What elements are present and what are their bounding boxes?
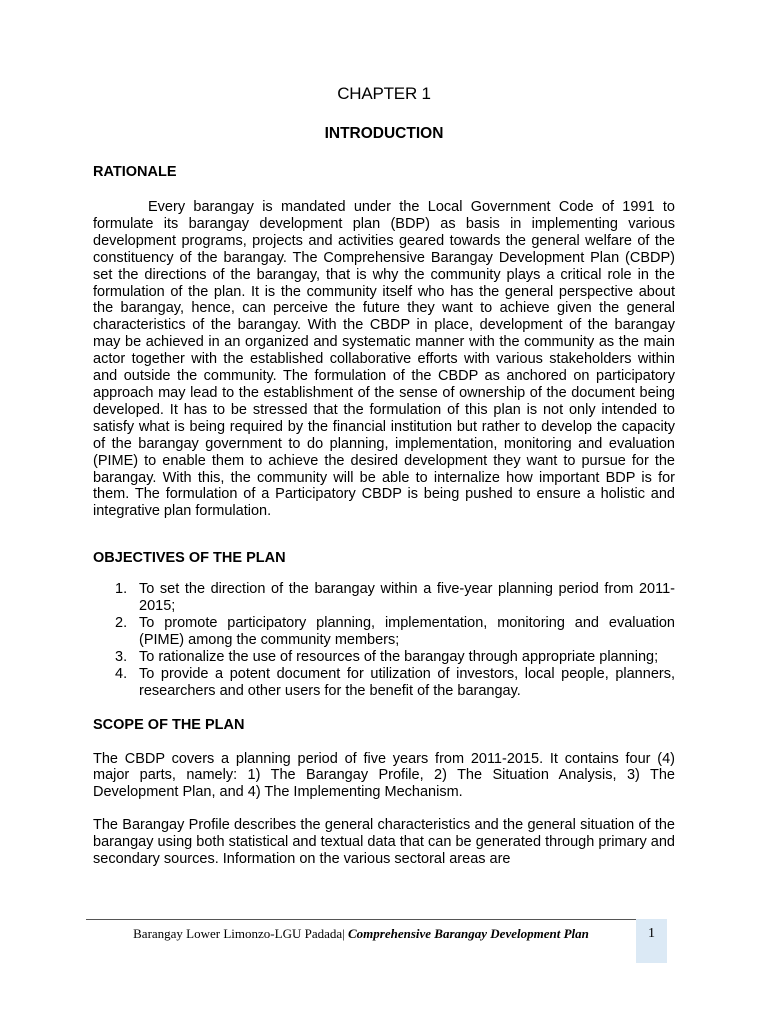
list-item-number: 2. bbox=[115, 615, 128, 632]
list-item bbox=[93, 649, 675, 666]
chapter-label: CHAPTER 1 bbox=[337, 84, 431, 103]
list-item-text: To provide a potent document for utilization of investors, local people, planners, researchers and other users for the benefit of the barangay. bbox=[139, 665, 675, 699]
page-body bbox=[93, 84, 675, 868]
scope-paragraph-1: The CBDP covers a planning period of five years from 2011-2015. It contains four (4) major parts, namely: 1) The Barangay Profile, 2) The Situation Analysis, 3) The Development Plan, and 4) The Implementing Mechanism. bbox=[93, 750, 675, 801]
scope-heading: SCOPE OF THE PLAN bbox=[93, 716, 245, 733]
footer-publisher: Barangay Lower Limonzo-LGU Padada| bbox=[133, 926, 345, 941]
list-item-text: To set the direction of the barangay within a five-year planning period from 2011-2015; bbox=[139, 581, 675, 615]
list-item-text: To promote participatory planning, implementation, monitoring and evaluation (PIME) among the community members; bbox=[139, 615, 675, 648]
footer-divider bbox=[86, 919, 636, 920]
objectives-list bbox=[93, 581, 675, 699]
rationale-heading: RATIONALE bbox=[93, 164, 177, 180]
list-item-number: 3. bbox=[115, 648, 128, 665]
footer-text bbox=[86, 925, 636, 942]
list-item bbox=[93, 666, 675, 700]
objectives-heading: OBJECTIVES OF THE PLAN bbox=[93, 550, 286, 567]
list-item bbox=[93, 615, 675, 649]
page-title: INTRODUCTION bbox=[324, 125, 444, 142]
footer-document-title: Comprehensive Barangay Development Plan bbox=[348, 926, 589, 941]
rationale-paragraph: Every barangay is mandated under the Local Government Code of 1991 to formulate its barangay development plan (BDP) as basis in implementing various development programs, projects and activities geared towards the general welfare of the constituency of the barangay. The Comprehensive Barangay Development Plan (CBDP) set the directions of the barangay, that is why the community plays a critical role in the formulation of the plan. It is the community itself who has the general perspective about the barangay, hence, can perceive the future they want to achieve given the general characteristics of the barangay. With the CBDP in place, development of the barangay may be achieved in an organized and systematic manner with the community as the main actor together with the established collaborative efforts with various stakeholders within and outside the community. The formulation of the CBDP as anchored on participatory approach may lead to the establishment of the sense of ownership of the document being developed. It has to be stressed that the formulation of this plan is not only intended to satisfy what is being required by the financial institution but rather to develop the capacity of the barangay government to do planning, implementation, monitoring and evaluation (PIME) to enable them to achieve the desired development they want to pursue for the barangay. With this, the community will be able to internalize how important BDP is for them. The formulation of a Participatory CBDP is being pushed to ensure a holistic and integrative plan formulation. bbox=[93, 199, 675, 520]
list-item-text: To rationalize the use of resources of the barangay through appropriate planning; bbox=[139, 648, 659, 665]
list-item bbox=[93, 581, 675, 615]
list-item-number: 4. bbox=[115, 665, 128, 682]
page-footer bbox=[86, 919, 668, 969]
list-item-number: 1. bbox=[115, 581, 128, 598]
page-number: 1 bbox=[636, 919, 667, 963]
scope-paragraph-2: The Barangay Profile describes the general characteristics and the general situation of the barangay using both statistical and textual data that can be generated through primary and secondary sources. Information on the various sectoral areas are bbox=[93, 817, 675, 868]
